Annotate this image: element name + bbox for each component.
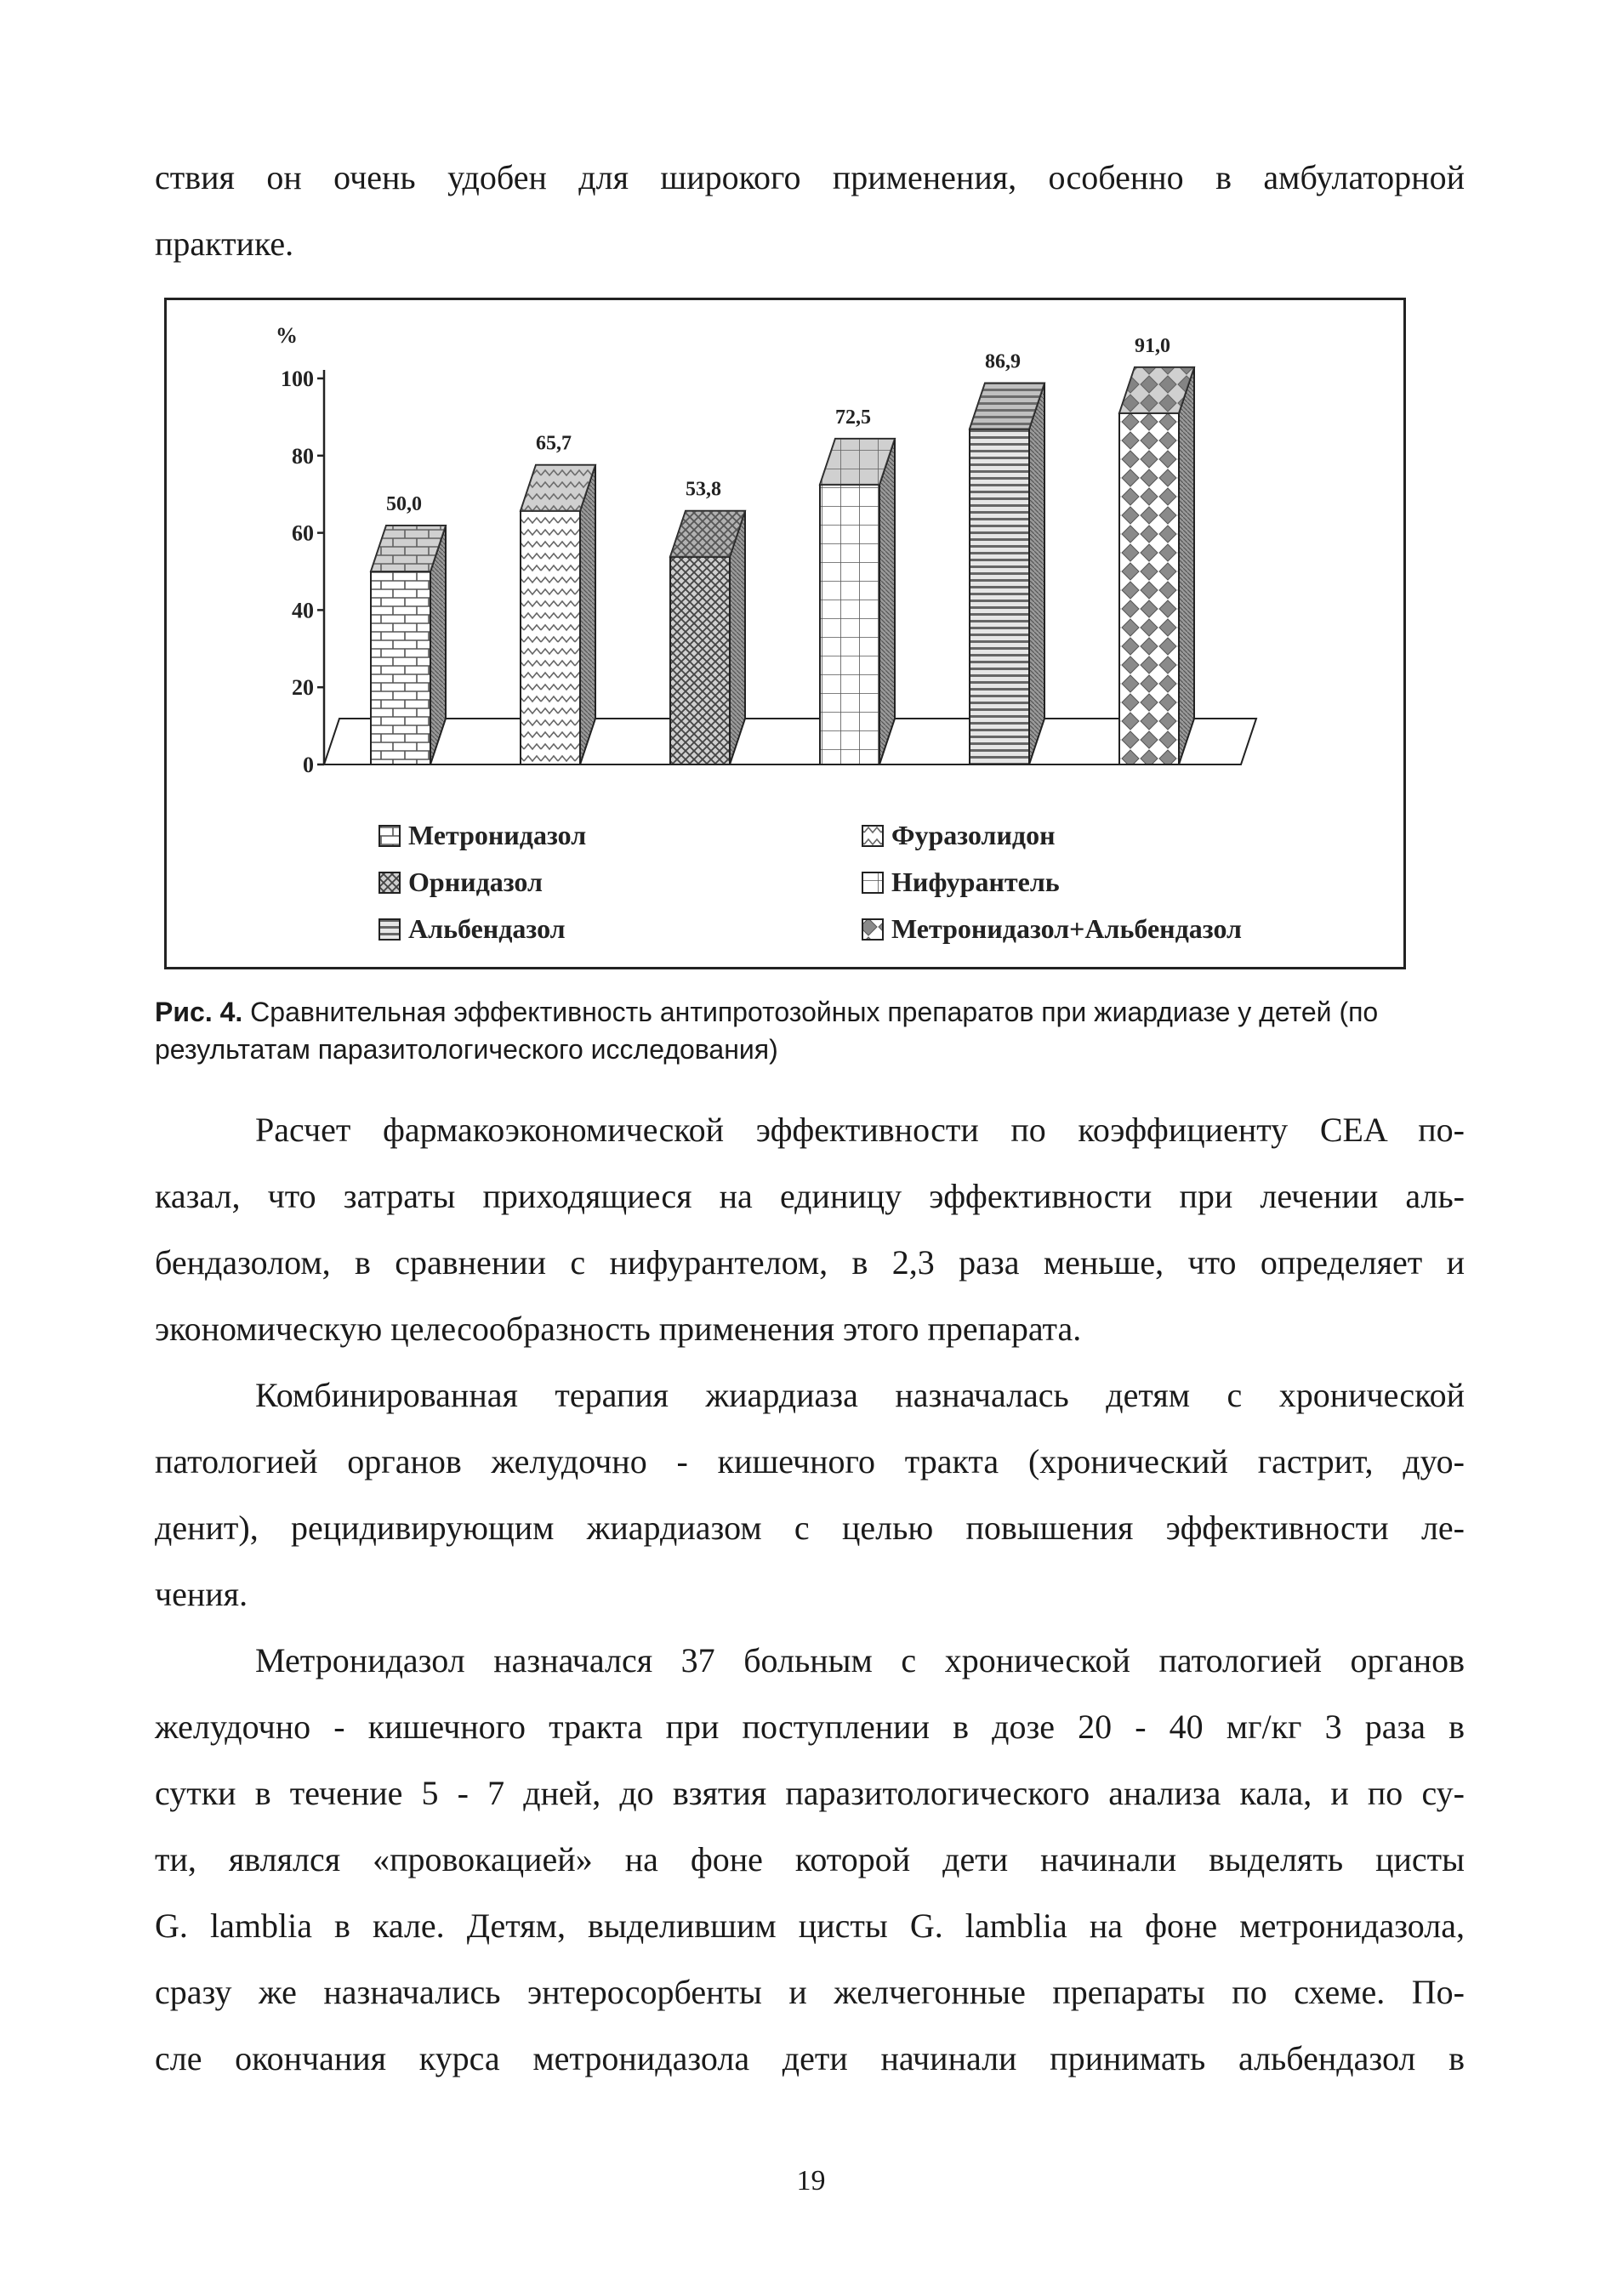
text-line: денит), рецидивирующим жиардиазом с целью повышения эффективности ле-	[155, 1509, 1465, 1547]
bar	[820, 439, 895, 764]
value-label: 91,0	[1135, 334, 1170, 357]
legend-label: Фуразолидон	[891, 820, 1056, 850]
value-label: 72,5	[835, 406, 871, 429]
legend-swatch	[862, 826, 883, 846]
legend-item	[379, 913, 566, 944]
chart-floor	[324, 719, 1256, 764]
bars	[371, 367, 1194, 764]
text-line: Комбинированная терапия жиардиаза назначалась детям с хронической	[255, 1376, 1465, 1414]
text-line: чения.	[155, 1575, 248, 1613]
bar	[970, 383, 1044, 764]
text-line: казал, что затраты приходящиеся на единицу эффективности при лечении аль-	[155, 1177, 1465, 1215]
legend	[379, 820, 1242, 944]
text-line: ти, являлся «провокацией» на фоне которой дети начинали выделять цисты	[155, 1840, 1465, 1878]
y-tick-label: 40	[292, 598, 314, 623]
value-label: 53,8	[686, 478, 721, 501]
text-line: практике.	[155, 224, 294, 263]
bar	[521, 465, 595, 764]
page-number: 19	[796, 2165, 826, 2197]
legend-label: Альбендазол	[408, 913, 566, 944]
bar	[670, 511, 745, 764]
legend-item	[862, 820, 1056, 850]
paragraph-combined-therapy	[155, 1362, 1465, 1628]
y-tick-label: 100	[281, 367, 314, 391]
legend-item	[379, 820, 586, 850]
value-label: 50,0	[386, 493, 422, 515]
legend-swatch	[862, 872, 883, 893]
text-line: бендазолом, в сравнении с нифурантелом, в 2,3 раза меньше, что определяет и	[155, 1243, 1465, 1282]
bar	[1119, 367, 1194, 764]
legend-swatch	[862, 919, 883, 940]
paragraph-cea	[155, 1097, 1465, 1362]
text-line: сле окончания курса метронидазола дети начинали принимать альбендазол в	[155, 2039, 1465, 2077]
text-line: ствия он очень удобен для широкого применения, особенно в амбулаторной	[155, 158, 1465, 196]
legend-label: Орнидазол	[408, 867, 543, 897]
chart-floor-plane	[324, 719, 1256, 764]
legend-swatch	[379, 872, 400, 893]
caption-label: Рис. 4.	[155, 997, 243, 1027]
y-tick-label: 20	[292, 675, 314, 701]
y-tick-label: 0	[303, 753, 314, 777]
text-line: экономическую целесообразность применения этого препарата.	[155, 1310, 1082, 1348]
figure-caption	[155, 993, 1465, 1068]
legend-swatch	[379, 826, 400, 846]
caption-text: Сравнительная эффективность антипротозойных препаратов при жиардиазе у детей (по результатам паразитологического исследования)	[155, 997, 1379, 1065]
y-axis-label: %	[276, 323, 298, 348]
value-labels	[386, 335, 1170, 515]
text-line: сутки в течение 5 - 7 дней, до взятия паразитологического анализа кала, и по су-	[155, 1774, 1465, 1812]
text-line: патологией органов желудочно - кишечного тракта (хронический гастрит, дуо-	[155, 1442, 1465, 1480]
legend-label: Метронидазол+Альбендазол	[891, 913, 1242, 944]
legend-label: Нифурантель	[891, 867, 1060, 897]
value-label: 86,9	[985, 350, 1021, 373]
text-line: G. lamblia в кале. Детям, выделившим цисты G. lamblia на фоне метронидазола,	[155, 1907, 1465, 1945]
text-line: Расчет фармакоэкономической эффективности по коэффициенту CEA по-	[255, 1111, 1465, 1149]
paragraph-metronidazole	[155, 1628, 1465, 2092]
text-line: сразу же назначались энтеросорбенты и желчегонные препараты по схеме. По-	[155, 1973, 1465, 2011]
text-line: желудочно - кишечного тракта при поступлении в дозе 20 - 40 мг/кг 3 раза в	[155, 1708, 1465, 1746]
y-tick-label: 80	[292, 443, 314, 469]
top-paragraph	[155, 145, 1465, 277]
legend-swatch	[379, 919, 400, 940]
bar	[371, 526, 446, 764]
value-label: 65,7	[536, 432, 572, 455]
text-line: Метронидазол назначался 37 больным с хронической патологией органов	[255, 1641, 1465, 1679]
legend-label: Метронидазол	[408, 820, 587, 850]
bar-chart	[167, 300, 1403, 967]
legend-item	[379, 867, 543, 897]
figure-frame	[164, 298, 1406, 969]
y-axis	[281, 367, 324, 777]
legend-item	[862, 913, 1242, 944]
legend-item	[862, 867, 1060, 897]
y-tick-label: 60	[292, 520, 314, 546]
